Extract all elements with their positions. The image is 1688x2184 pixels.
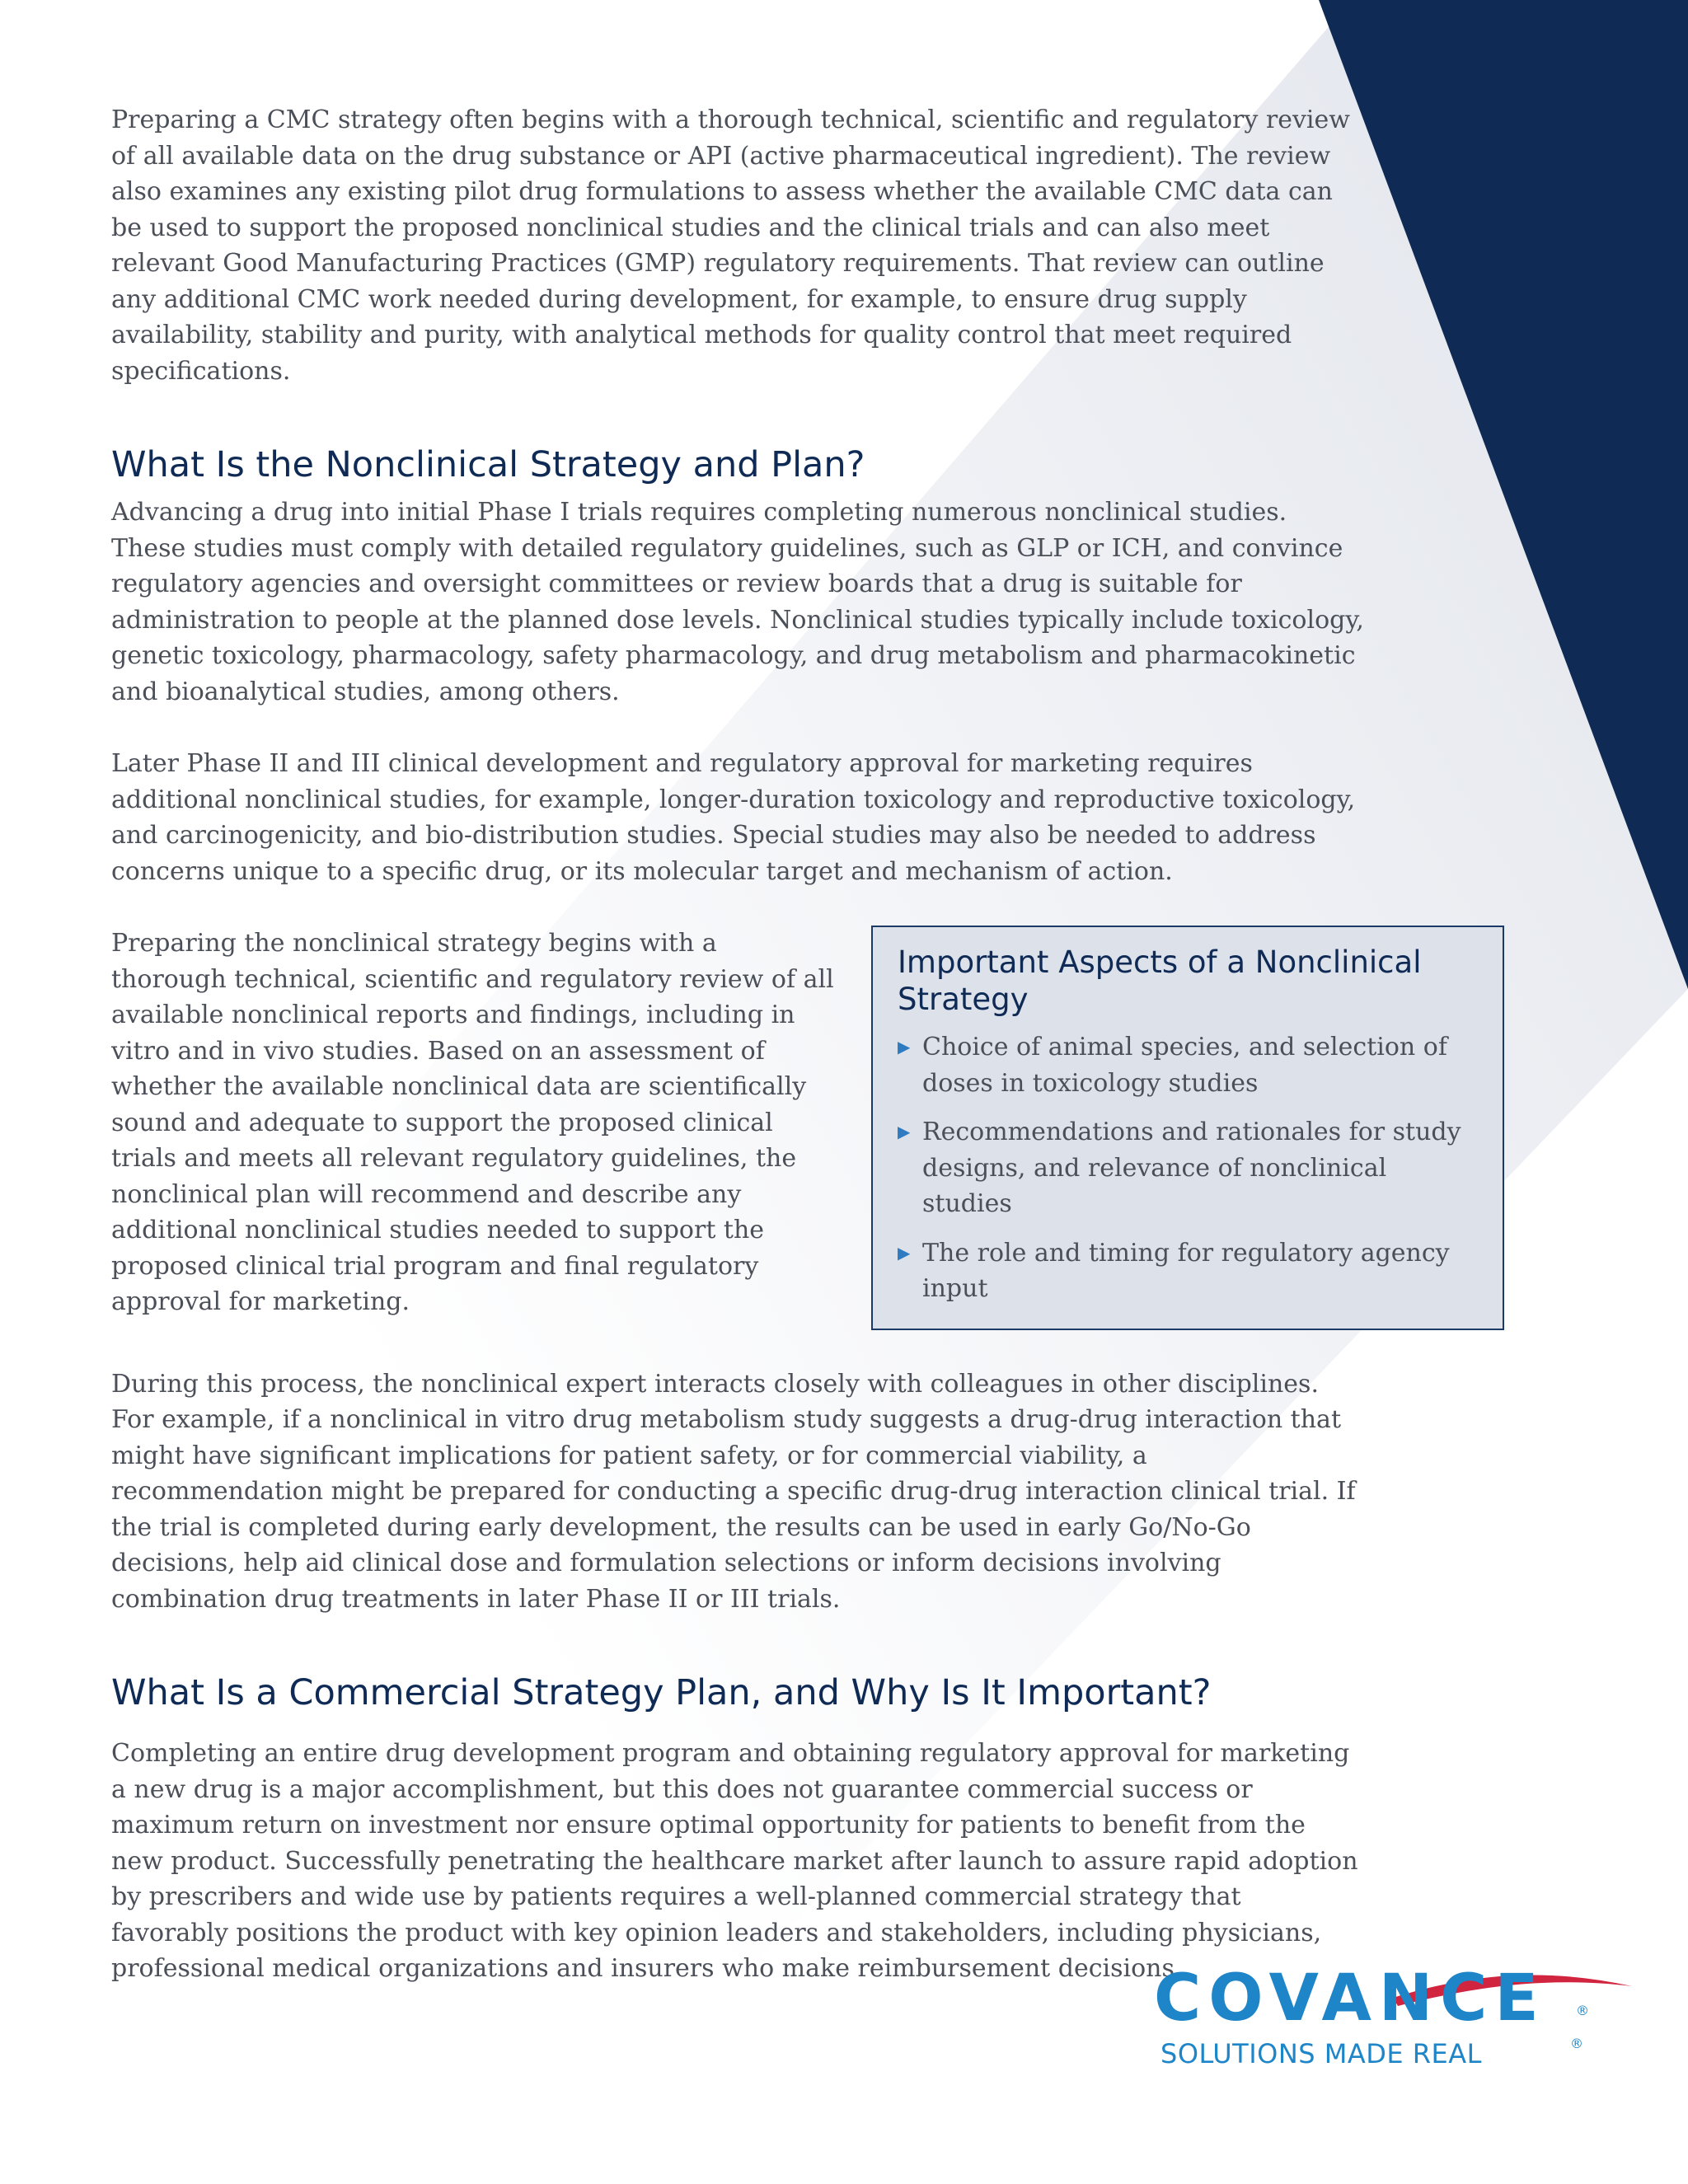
nonclinical-two-column	[111, 926, 1504, 1330]
callout-item-text: Recommendations and rationales for study designs, and relevance of nonclinical studies	[922, 1118, 1461, 1218]
covance-logo	[1154, 1961, 1632, 2077]
paragraph-nonclinical-2: Later Phase II and III clinical development and regulatory approval for marketing requires additional nonclinical studies, for example, longer-duration toxicology and reproductive toxicology, and carcinogenicity, and bio-distribution studies. Special studies may also be needed to address concerns unique to a specific drug, or its molecular target and mechanism of action.	[111, 749, 1356, 886]
paragraph-nonclinical-1: Advancing a drug into initial Phase I trials requires completing numerous nonclinical studies. These studies must comply with detailed regulatory guidelines, such as GLP or ICH, and convince regulatory agencies and oversight committees or review boards that a drug is suitable for administration to people at the planned dose levels. Nonclinical studies typically include toxicology, genetic toxicology, pharmacology, safety pharmacology, and drug metabolism and pharmacokinetic and bioanalytical studies, among others.	[111, 498, 1364, 706]
logo-registered-mark: ®	[1576, 2003, 1589, 2018]
paragraph-nonclinical-3: Preparing the nonclinical strategy begins with a thorough technical, scientific and regulatory review of all available nonclinical reports and findings, including in vitro and in vivo studies. Based on an assessment of whether the available nonclinical data are scientifically sound and adequate to support the proposed clinical trials and meets all relevant regulatory guidelines, the nonclinical plan will recommend and describe any additional nonclinical studies needed to support the proposed clinical trial program and final regulatory approval for marketing.	[111, 929, 834, 1316]
paragraph-nonclinical-4: During this process, the nonclinical expert interacts closely with colleagues in other disciplines. For example, if a nonclinical in vitro drug metabolism study suggests a drug-drug interaction that might have significant implications for patient safety, or for commercial viability, a recommendation might be prepared for conducting a specific drug-drug interaction clinical trial. If the trial is completed during early development, the results can be used in early Go/No-Go decisions, help aid clinical dose and formulation selections or inform decisions involving combination drug treatments in later Phase II or III trials.	[111, 1369, 1356, 1614]
paragraph-commercial-1: Completing an entire drug development program and obtaining regulatory approval for marketing a new drug is a major accomplishment, but this does not guarantee commercial success or maximum return on investment nor ensure optimal opportunity for patients to benefit from the new product. Successfully penetrating the healthcare market after launch to assure rapid adoption by prescribers and wide use by patients requires a well-planned commercial strategy that favorably positions the product with key opinion leaders and stakeholders, including physicians, professional medical organizations and insurers who make reimbursement decisions.	[111, 1739, 1358, 1983]
callout-list-item	[898, 1114, 1478, 1222]
callout-list-item	[898, 1235, 1478, 1307]
logo-registered-mark: ®	[1570, 2036, 1583, 2051]
callout-item-text: Choice of animal species, and selection of doses in toxicology studies	[922, 1033, 1447, 1098]
paragraph-cmc-intro: Preparing a CMC strategy often begins with a thorough technical, scientific and regulatory review of all available data on the drug substance or API (active pharmaceutical ingredient). The review also examines any existing pilot drug formulations to assess whether the available CMC data can be used to support the proposed nonclinical studies and the clinical trials and can also meet relevant Good Manufacturing Practices (GMP) regulatory requirements. That review can outline any additional CMC work needed during development, for example, to ensure drug supply availability, stability and purity, with analytical methods for quality control that meet required specifications.	[111, 105, 1350, 386]
document-body	[111, 102, 1461, 1987]
heading-commercial: What Is a Commercial Strategy Plan, and Why Is It Important?	[111, 1672, 1212, 1713]
heading-nonclinical: What Is the Nonclinical Strategy and Plan?	[111, 444, 865, 485]
callout-title: Important Aspects of a Nonclinical Strategy	[898, 944, 1422, 1017]
triangle-right-icon: ▶	[898, 1242, 911, 1263]
callout-list	[898, 1029, 1478, 1307]
logo-wordmark: COVANCE	[1154, 1961, 1546, 2036]
callout-box	[871, 926, 1504, 1330]
callout-list-item	[898, 1029, 1478, 1101]
callout-item-text: The role and timing for regulatory agency input	[922, 1238, 1450, 1303]
triangle-right-icon: ▶	[898, 1122, 911, 1141]
logo-tagline: SOLUTIONS MADE REAL	[1160, 2038, 1482, 2069]
triangle-right-icon: ▶	[898, 1037, 911, 1057]
